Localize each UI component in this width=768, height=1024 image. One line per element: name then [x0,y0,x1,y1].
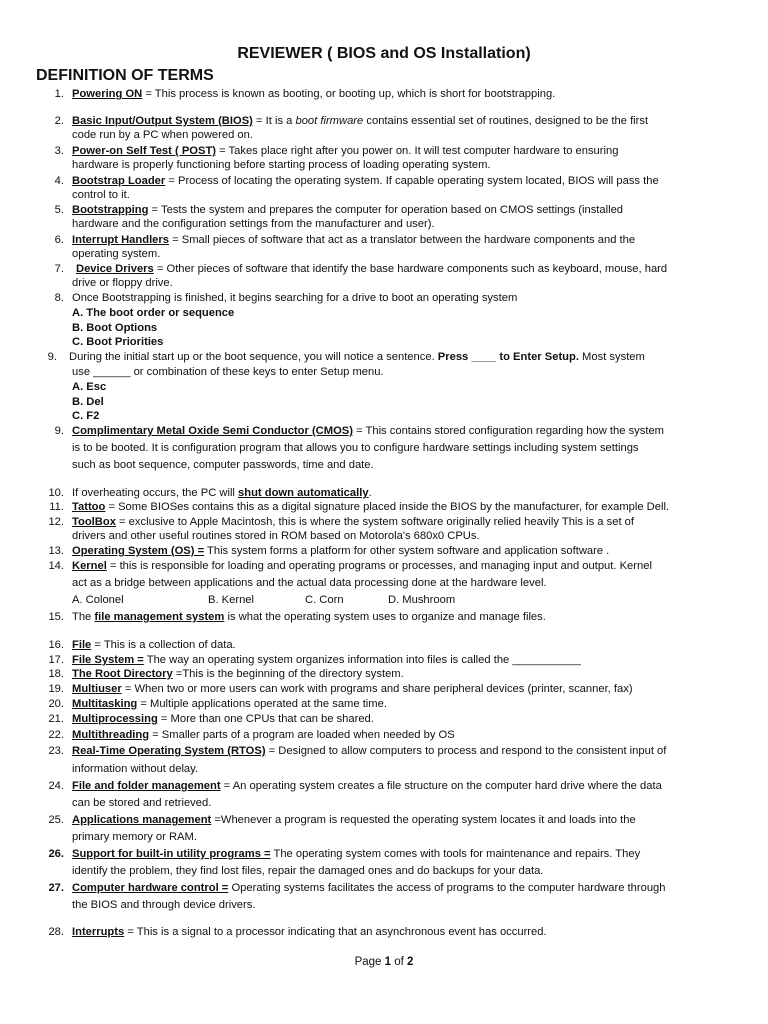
list-item [72,682,633,696]
list-item [72,653,581,667]
definition: Operating systems facilitates the access of programs to the computer hardware through [228,882,666,894]
list-item [72,559,652,573]
item-number: 24. [48,780,64,792]
list-item [69,350,645,364]
list-item [72,114,648,128]
item-number: 9. [47,351,57,363]
definition: = This contains stored configuration regarding how the system [352,425,665,437]
item-number: 16. [48,639,64,651]
item-number: 26. [48,848,64,860]
definition-continuation: drive or floppy drive. [72,277,173,289]
definition: = Tests the system and prepares the computer for operation based on CMOS settings (installed [148,204,624,216]
definition: = This is a collection of data. [91,639,236,651]
definition-continuation: information without delay. [72,763,199,775]
definition-continuation: control to it. [72,189,130,201]
page-total: 2 [407,956,414,968]
item-number: 2. [54,115,64,127]
definition: = Other pieces of software that identify the base hardware components such as keyboard, mouse, hard [153,263,668,275]
definition-continuation: operating system. [72,248,161,260]
option: B. Boot Options [72,322,158,334]
term: File System = [72,654,144,666]
page-footer [0,956,768,968]
term: Computer hardware control = [72,882,229,894]
item-number: 3. [54,145,64,157]
list-item [72,515,634,529]
item-number: 18. [48,668,64,680]
list-item [72,424,664,438]
definition-continuation: act as a bridge between applications and the actual data processing done at the hardware level. [72,577,547,589]
document-title: REVIEWER ( BIOS and OS Installation) [237,45,531,62]
option: A. Esc [72,381,107,393]
term: File [72,639,92,651]
item-number: 22. [48,729,64,741]
option: C. Corn [305,594,344,606]
option: D. Mushroom [388,594,456,606]
item-number: 14. [48,560,64,572]
term: Multiuser [72,683,122,695]
item-number: 9. [54,425,64,437]
list-item [72,881,666,895]
item-number: 1. [54,88,64,100]
term: Bootstrapping [72,204,149,216]
term: Applications management [72,814,212,826]
list-item [72,486,372,500]
term: File and folder management [72,780,221,792]
definition: = More than one CPUs that can be shared. [157,713,374,725]
term: shut down automatically [238,487,369,499]
option: A. Colonel [72,594,124,606]
definition-continuation: can be stored and retrieved. [72,797,212,809]
definition: The way an operating system organizes information into files is called the ___________ [143,654,581,666]
definition: = this is responsible for loading and operating programs or processes, and managing input and output. Kernel [106,560,652,572]
term: Complimentary Metal Oxide Semi Conductor (CMOS) [72,425,353,437]
section-heading: DEFINITION OF TERMS [36,67,214,84]
term: ToolBox [72,516,116,528]
list-item [72,925,547,939]
item-number: 13. [48,545,64,557]
item-number: 20. [48,698,64,710]
definition: contains essential set of routines, designed to be the first [363,115,649,127]
option: A. The boot order or sequence [72,307,235,319]
definition: Most system [578,351,645,363]
term: Multiprocessing [72,713,158,725]
list-item [72,667,404,681]
list-item [72,697,387,711]
definition: = Multiple applications operated at the same time. [137,698,387,710]
definition-continuation: hardware and the configuration settings from the manufacturer and user). [72,218,435,230]
definition: = Process of locating the operating system. If capable operating system located, BIOS will pass the [165,175,659,187]
item-number: 11. [49,501,64,513]
list-item [72,813,636,827]
definition: The operating system comes with tools for maintenance and repairs. They [270,848,641,860]
term: Device Drivers [76,263,154,275]
term: file management system [94,611,225,623]
definition-pre: The [72,611,95,623]
term: Operating System (OS) = [72,545,205,557]
item-number: 5. [54,204,64,216]
term: Powering ON [72,88,143,100]
definition: =Whenever a program is requested the operating system locates it and loads into the [211,814,636,826]
definition-italic: boot firmware [295,115,364,127]
definition: =This is the beginning of the directory system. [172,668,404,680]
term: Bootstrap Loader [72,175,166,187]
definition: . [368,487,372,499]
list-item [72,500,669,514]
term: Basic Input/Output System (BIOS) [72,115,253,127]
item-number: 10. [48,487,64,499]
item-number: 6. [54,234,64,246]
definition: = Takes place right after you power on. It will test computer hardware to ensuring [216,145,619,157]
definition-continuation: use ______ or combination of these keys to enter Setup menu. [72,366,384,378]
term: Interrupts [72,926,125,938]
item-number: 15. [48,611,64,623]
item-number: 27. [48,882,64,894]
definition-continuation: is to be booted. It is configuration program that allows you to configure hardware settings including system settings [72,442,639,454]
definition: = When two or more users can work with programs and share peripheral devices (printer, scanner, fax) [121,683,633,695]
definition: = This is a signal to a processor indicating that an asynchronous event has occurred. [124,926,547,938]
definition-continuation: such as boot sequence, computer passwords, time and date. [72,459,374,471]
definition-continuation: identify the problem, they find lost files, repair the damaged ones and do backups for your data. [72,865,544,877]
term: Support for built-in utility programs = [72,848,271,860]
page-number: 1 [384,956,392,968]
list-item [72,712,374,726]
definition-pre: During the initial start up or the boot sequence, you will notice a sentence. [69,351,438,363]
page-label: Page [354,956,385,968]
list-item [72,544,609,558]
prompt-text: Press ____ to Enter Setup. [437,351,579,363]
definition: = Some BIOSes contains this as a digital signature placed inside the BIOS by the manufacturer, for example Dell. [105,501,670,513]
definition-pre: If overheating occurs, the PC will [72,487,239,499]
definition-pre: = It is a [252,115,296,127]
item-number: 8. [54,292,64,304]
definition-continuation: drivers and other useful routines stored in ROM based on Motorola's 680x0 CPUs. [72,530,480,542]
item-number: 17. [48,654,64,666]
term: Real-Time Operating System (RTOS) [72,745,266,757]
item-number: 12. [48,516,64,528]
list-item [72,638,236,652]
item-number: 25. [48,814,64,826]
item-number: 7. [54,263,64,275]
option: B. Del [72,396,104,408]
list-item [76,262,667,276]
list-item [72,233,635,247]
term: Tattoo [72,501,106,513]
definition-continuation: hardware is properly functioning before starting process of loading operating system. [72,159,491,171]
definition: is what the operating system uses to organize and manage files. [224,611,546,623]
of-label: of [391,956,408,968]
term: Interrupt Handlers [72,234,169,246]
option: C. Boot Priorities [72,336,164,348]
definition: = An operating system creates a file structure on the computer hard drive where the data [220,780,662,792]
list-item [72,728,455,742]
definition: This system forms a platform for other system software and application software . [204,545,610,557]
term: Multithreading [72,729,150,741]
item-number: 4. [54,175,64,187]
list-item [72,610,546,624]
definition: = This process is known as booting, or booting up, which is short for bootstrapping. [142,88,556,100]
definition-continuation: code run by a PC when powered on. [72,129,253,141]
term: Multitasking [72,698,138,710]
list-item [72,203,623,217]
definition: = Smaller parts of a program are loaded when needed by OS [149,729,455,741]
definition: = exclusive to Apple Macintosh, this is where the system software originally relied heavily This is a set of [115,516,634,528]
definition-continuation: the BIOS and through device drivers. [72,899,256,911]
definition: = Designed to allow computers to process and respond to the consistent input of [265,745,667,757]
list-item: Once Bootstrapping is finished, it begins searching for a drive to boot an operating system [72,292,518,304]
term: Kernel [72,560,107,572]
list-item [72,144,618,158]
definition-continuation: primary memory or RAM. [72,831,197,843]
item-number: 23. [48,745,64,757]
item-number: 19. [48,683,64,695]
list-item [72,847,640,861]
item-number: 28. [48,926,64,938]
option: C. F2 [72,410,100,422]
item-number: 21. [48,713,64,725]
list-item [72,779,662,793]
term: Power-on Self Test ( POST) [72,145,216,157]
definition: = Small pieces of software that act as a translator between the hardware components and the [168,234,636,246]
term: The Root Directory [72,668,173,680]
list-item [72,174,659,188]
option: B. Kernel [208,594,255,606]
list-item [72,87,555,101]
list-item [72,744,666,758]
